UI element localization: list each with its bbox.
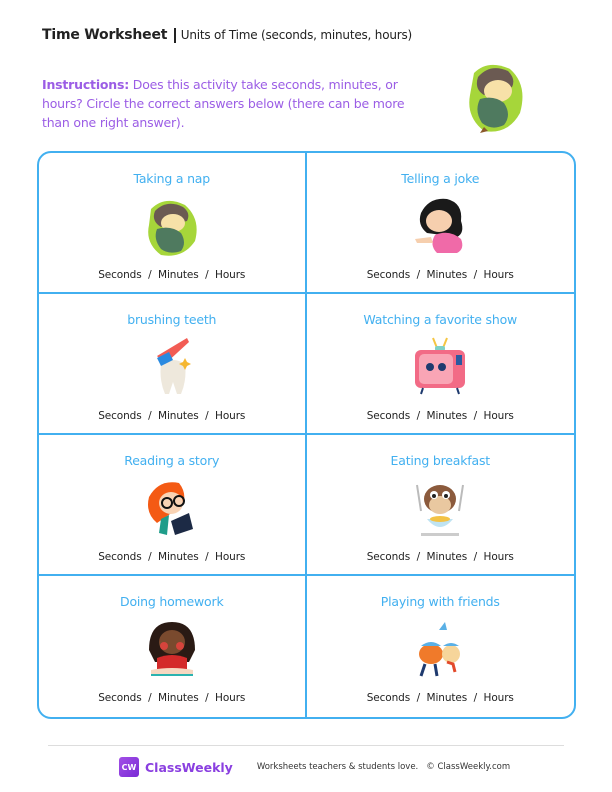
activity-title: Watching a favorite show [363,312,518,327]
toothbrush-tooth-icon [139,334,205,400]
worksheet-subtitle: Units of Time (seconds, minutes, hours) [180,28,413,42]
answer-options[interactable]: Seconds / Minutes / Hours [366,551,514,563]
sleeping-boy-icon [458,55,530,137]
instructions [42,75,427,132]
reading-girl-icon [139,475,205,541]
activity-cell [307,153,575,294]
activity-cell [39,435,307,576]
title-divider [174,28,176,43]
instructions-text: Does this activity take seconds, minutes, or hours? Circle the correct answers below (there can be more than one right answer). [42,77,405,130]
instructions-label: Instructions: [42,77,130,92]
answer-options[interactable]: Seconds / Minutes / Hours [98,269,246,281]
activity-cell [307,294,575,435]
activity-title: Doing homework [120,594,224,609]
activity-cell [307,576,575,717]
worksheet-title: Time Worksheet [42,27,168,43]
activity-title: brushing teeth [127,312,217,327]
television-icon [407,334,473,400]
footer-divider [48,745,564,746]
answer-options[interactable]: Seconds / Minutes / Hours [366,692,514,704]
worksheet-header [42,27,412,43]
activity-cell [307,435,575,576]
answer-options[interactable]: Seconds / Minutes / Hours [98,551,246,563]
activity-cell [39,576,307,717]
activity-cell [39,153,307,294]
monkey-eating-icon [407,475,473,541]
activity-grid [37,151,576,719]
laughing-girl-icon [407,193,473,259]
answer-options[interactable]: Seconds / Minutes / Hours [98,692,246,704]
activity-title: Reading a story [124,453,220,468]
activity-title: Playing with friends [380,594,500,609]
sleeping-boy-icon [139,193,205,259]
activity-title: Taking a nap [133,171,211,186]
classweekly-logo-icon: CW [119,757,139,777]
footer [119,757,510,777]
activity-title: Eating breakfast [390,453,490,468]
activity-cell [39,294,307,435]
footer-tagline: Worksheets teachers & students love. [256,762,419,772]
activity-title: Telling a joke [401,171,480,186]
footer-copyright: © ClassWeekly.com [426,762,511,772]
answer-options[interactable]: Seconds / Minutes / Hours [366,269,514,281]
playing-kids-icon [407,616,473,682]
brand-name: ClassWeekly [145,759,233,775]
answer-options[interactable]: Seconds / Minutes / Hours [98,410,246,422]
answer-options[interactable]: Seconds / Minutes / Hours [366,410,514,422]
homework-girl-icon [139,616,205,682]
